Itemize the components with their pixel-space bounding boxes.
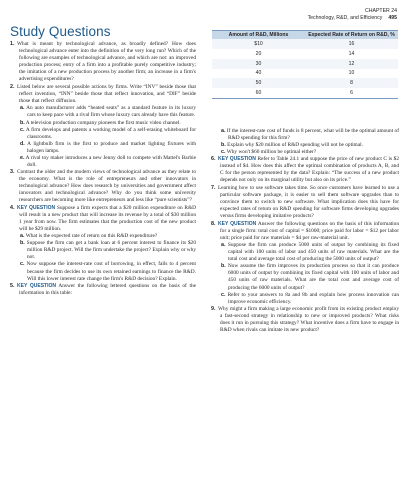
right-column	[211, 128, 399, 334]
question-number: 4.	[10, 204, 15, 211]
question-text: Why might a firm making a large economic profit from its existing product employ a fast-second strategy in relationship to new or improved products? What risks does it run in pursuing this strategy? What incentive does a firm have to engage in R&D when rivals can imitate its new product?	[218, 305, 399, 333]
sub-text: A rival toy maker introduces a new Jenny doll to compete with Mattel's Barbie doll.	[25, 154, 196, 168]
question-2a	[10, 105, 196, 119]
question-6	[211, 156, 399, 184]
sub-label: c.	[221, 149, 226, 156]
key-question-label: KEY QUESTION	[218, 220, 257, 227]
question-8c	[211, 292, 399, 306]
chapter-subtitle: Technology, R&D, and Efficiency	[307, 14, 383, 21]
sub-label: b.	[20, 119, 25, 126]
table-cell: 14	[305, 49, 398, 59]
question-number: 8.	[211, 220, 216, 227]
table-row	[212, 59, 398, 69]
sub-text: A lightbulb firm is the first to produce and market lighting fixtures with halogen lamps.	[27, 140, 196, 154]
sub-label: b.	[20, 240, 25, 247]
section-title: Study Questions	[10, 24, 111, 39]
question-7	[211, 185, 399, 220]
question-number: 7.	[211, 184, 216, 191]
question-2d	[10, 141, 196, 155]
table-cell: 50	[212, 78, 305, 88]
table-header-row	[212, 31, 398, 40]
question-text: Suppose a firm expects that a $20 million expenditure on R&D will result in a new product that will increase its revenue by a total of $30 million 1 year from now. The firm estimates that the production cost of the new product will be $29 million.	[19, 204, 196, 232]
question-number: 9.	[211, 305, 216, 312]
sub-text: Explain why $20 million of R&D spending will not be optimal.	[227, 142, 363, 149]
question-text: Answer the following questions on the basis of this information for a single firm: total cost of capital = $1000; price paid for labor = $12 per labor unit; price paid for raw materials = $4 per raw-material unit.	[220, 220, 400, 241]
table-cell: 8	[305, 78, 398, 88]
sub-label: a.	[221, 128, 226, 134]
sub-text: What is the expected rate of return on this R&D expenditure?	[25, 233, 158, 240]
question-3	[10, 169, 196, 204]
sub-label: a.	[20, 233, 25, 240]
question-text: Answer the following lettered questions on the basis of the information in this table:	[19, 282, 196, 296]
question-4b	[10, 240, 196, 261]
running-head	[308, 8, 397, 21]
question-number: 2.	[10, 83, 15, 90]
table-cell: $10	[212, 39, 305, 49]
table-cell: 20	[212, 49, 305, 59]
table-cell: 30	[212, 59, 305, 69]
sub-text: If the interest-rate cost of funds is 8 percent, what will be the optimal amount of R&D spending for this firm?	[226, 128, 399, 142]
question-8b	[211, 263, 399, 291]
sub-text: Now suppose the interest-rate cost of borrowing, in effect, falls to 4 percent because the firm decides to use its own retained earnings to finance the R&D. Will this lower interest rate change the firm's R&D decision? Explain.	[26, 261, 196, 282]
sub-label: b.	[221, 263, 226, 270]
table-cell: 12	[305, 59, 398, 69]
table-cell: 6	[305, 88, 398, 98]
question-text: Listed below are several possible actions by firms. Write “INV” beside those that reflect invention, “INN” beside those that reflect innovation, and “DIF” beside those that reflect diffusion.	[17, 83, 196, 104]
sub-text: Suppose the firm can get a bank loan at 6 percent interest to finance its $20 million R&D project. Will the firm undertake the project? Explain why or why not.	[26, 240, 196, 261]
page-number: 495	[388, 14, 397, 21]
sub-label: c.	[20, 261, 25, 268]
table-cell: 60	[212, 88, 305, 98]
question-2c	[10, 127, 196, 141]
question-text: Refer to Table 24.1 and suppose the price of new product C is $2 instead of $4. How does this affect the optimal combination of products A, B, and C for the person represented by the data? Explain: “The success of a new product depends not only on its marginal utility but also on its price.”	[220, 156, 400, 184]
sub-label: c.	[20, 126, 25, 133]
question-8a	[211, 242, 399, 263]
sub-label: b.	[221, 142, 226, 149]
table-cell: 40	[212, 69, 305, 79]
question-1	[10, 41, 196, 83]
question-2	[10, 84, 196, 105]
table-cell: 10	[305, 69, 398, 79]
sub-text: Now assume the firm improves its production process so that it can produce 6000 units of output by combining its fixed capital with 100 units of labor and 450 units of raw materials. What are the total cost and average cost of producing the 6000 units of output?	[227, 263, 399, 291]
table-row	[212, 39, 398, 49]
question-number: 1.	[10, 41, 15, 47]
table-row	[212, 78, 398, 88]
question-5	[10, 283, 196, 297]
question-8	[211, 221, 399, 242]
sub-text: Refer to your answers to 8a and 8b and explain how process innovation can improve economic efficiency.	[227, 291, 399, 305]
table-cell: 16	[305, 39, 398, 49]
key-question-label: KEY QUESTION	[17, 282, 57, 289]
question-number: 3.	[10, 168, 15, 175]
sub-label: c.	[221, 291, 226, 298]
table-header-return: Expected Rate of Return on R&D, %	[305, 31, 398, 40]
table-row	[212, 69, 398, 79]
question-9	[211, 306, 399, 334]
question-number: 6.	[211, 156, 216, 163]
sub-label: a.	[20, 105, 25, 112]
sub-text: A firm develops and patents a working model of a self-erasing whiteboard for classrooms.	[25, 126, 196, 140]
sub-text: Suppose the firm can produce 5000 units of output by combining its fixed capital with 100 units of labor and 450 units of raw materials. What are the total cost and average total cost of producing the 5000 units of output?	[227, 242, 399, 263]
rd-return-table	[212, 30, 398, 99]
left-column	[10, 41, 196, 297]
question-number: 5.	[10, 282, 15, 289]
table-row	[212, 88, 398, 98]
question-5a	[211, 128, 399, 142]
key-question-label: KEY QUESTION	[218, 156, 256, 163]
sub-text: A television production company pioneers the first music video channel.	[25, 119, 181, 126]
question-4	[10, 205, 196, 233]
sub-label: a.	[221, 242, 226, 249]
sub-label: e.	[20, 154, 25, 161]
question-2e	[10, 155, 196, 169]
question-text: What is meant by technological advance, as broadly defined? How does technological advance enter into the definition of the very long run? Which of the following are examples of technological advance, and which are not: an improved production process; entry of a firm into a profitable purely competitive industry; the imitation of a new production process by another firm; an increase in a firm's advertising expenditures?	[17, 41, 196, 83]
table-header-amount: Amount of R&D, Millions	[212, 31, 305, 40]
question-4c	[10, 261, 196, 282]
question-2b	[10, 120, 196, 127]
sub-text: An auto manufacturer adds “heated seats” as a standard feature in its luxury cars to keep pace with a rival firm whose luxury cars already have this feature.	[26, 105, 197, 119]
key-question-label: KEY QUESTION	[17, 204, 56, 211]
question-text: Contrast the older and the modern views of technological advance as they relate to the economy. What is the role of entrepreneurs and other innovators in technological advance? How does research by universities and government affect innovators and technological advance? Why do you think some university researchers are becoming more like entrepreneurs and less like “pure scientists”?	[17, 168, 196, 204]
chapter-label: CHAPTER 24	[365, 8, 397, 14]
sub-text: Why won't $60 million be optimal either?	[226, 149, 317, 156]
table-row	[212, 49, 398, 59]
sub-label: d.	[20, 140, 25, 147]
question-text: Learning how to use software takes time. So once customers have learned to use a particular software package, it is easier to sell them software upgrades than to convince them to switch to new software. What implication does this have for expected rates of return on R&D spending for software firms developing upgrades versus firms developing imitative products?	[218, 184, 399, 220]
